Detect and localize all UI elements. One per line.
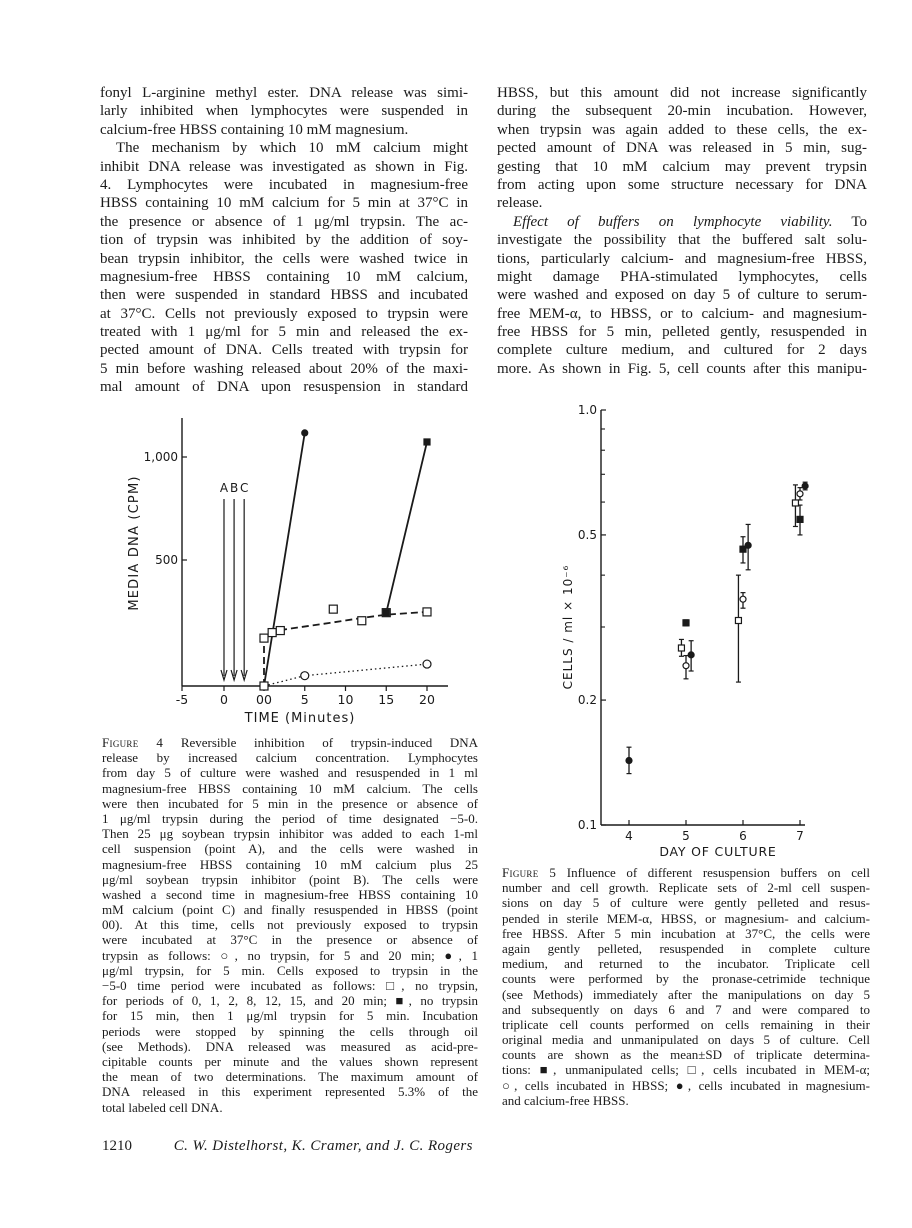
line-text: counts were performed by the pronase-cetrimide technique — [502, 971, 870, 987]
line-text: mal amount of DNA upon resuspension in standard — [100, 379, 468, 396]
event-label: C — [239, 481, 249, 495]
open-square-marker — [792, 500, 798, 506]
caption-line — [102, 1100, 478, 1115]
y-tick-label: 0.5 — [577, 527, 597, 542]
caption-line — [502, 941, 870, 956]
caption-line — [102, 781, 478, 796]
line-text: bean trypsin inhibitor, the cells were washed twice in — [100, 250, 468, 267]
line-text: release. — [497, 195, 543, 212]
line-text: Then 25 μg soybean trypsin inhibitor was added to each 1-ml — [102, 826, 478, 842]
line-text: (see Methods) immediately after the manipulations on day 5 — [502, 986, 870, 1002]
caption-line — [102, 872, 478, 887]
line-text: periods were stopped by spinning the cells through oil — [102, 1023, 478, 1039]
caption-line — [502, 926, 870, 941]
caption-line — [102, 978, 478, 993]
caption-line — [502, 911, 870, 926]
caption-line — [102, 1024, 478, 1039]
caption-line — [502, 1017, 870, 1032]
caption-line — [102, 963, 478, 978]
caption-line — [102, 1008, 478, 1023]
line-text: 00). At this time, cells not previously exposed to trypsin — [102, 917, 478, 933]
section-heading: Effect of buffers on lymphocyte viability. — [513, 213, 833, 230]
caption-line — [102, 735, 478, 750]
y-axis-title: MEDIA DNA (CPM) — [127, 475, 142, 611]
caption-line — [102, 796, 478, 811]
y-tick-label: 0.1 — [577, 818, 597, 832]
line-text: cell suspension (point A), and the cells were washed in — [102, 841, 478, 857]
line-text: were then incubated for 5 min in the presence or absence of — [102, 795, 478, 811]
filled-square-marker — [797, 516, 803, 522]
caption-line — [502, 1002, 870, 1017]
line-text: might damage PHA-stimulated lymphocytes, cells — [497, 268, 867, 285]
caption-line — [502, 987, 870, 1002]
line-text: free HBSS. After 5 min incubation at 37°C, the cells were — [502, 925, 870, 941]
line-text: at 37°C. Cells not previously exposed to trypsin were — [100, 305, 468, 322]
y-tick-label: 1,000 — [143, 450, 178, 464]
x-tick-label: 4 — [625, 829, 633, 843]
filled-circle-marker — [688, 652, 694, 658]
filled-circle-marker — [626, 758, 632, 764]
line-text: and calcium-free HBSS. — [502, 1092, 629, 1108]
x-tick-label: 10 — [337, 692, 354, 707]
line-text: then were suspended in standard HBSS and incubated — [100, 287, 468, 304]
caption-line — [502, 1078, 870, 1093]
page-footer — [102, 1138, 473, 1155]
page-number: 1210 — [102, 1138, 132, 1154]
caption-line — [502, 1047, 870, 1062]
figure-label: Figure 5 — [502, 865, 557, 880]
y-axis-title: CELLS / ml × 10⁻⁶ — [561, 564, 575, 690]
line-text: −5-0 time period were incubated as follows: □, no trypsin, — [102, 978, 478, 993]
y-tick-label: 500 — [155, 553, 178, 567]
line-text: Reversible inhibition of trypsin-induced DNA — [163, 735, 478, 750]
line-text: medium, and returned to the incubator. Triplicate cell — [502, 956, 870, 972]
line-text: tions, particularly calcium- and magnesium-free HBSS, — [497, 250, 867, 267]
caption-line — [102, 902, 478, 917]
line-text: magnesium-free HBSS containing 10 mM calcium, — [100, 268, 468, 285]
x-tick-label: 5 — [682, 829, 690, 843]
caption-line — [102, 917, 478, 932]
line-text: μg/ml trypsin, for 5 min. Cells exposed to trypsin in the — [102, 962, 478, 978]
line-text: The mechanism by which 10 mM calcium might — [116, 140, 468, 157]
line-text: triplicate cell counts performed on cells remaining in their — [502, 1016, 870, 1032]
open-square-marker — [735, 618, 741, 624]
caption-line — [102, 993, 478, 1008]
line-text: sions on day 5 of culture were gently pelleted and resus- — [502, 895, 870, 911]
caption-line — [502, 1032, 870, 1047]
open-circle-marker — [797, 491, 803, 497]
line-text: To — [832, 213, 867, 230]
line-text: the mean of two determinations. The maximum amount of — [102, 1069, 478, 1085]
caption-line — [502, 865, 870, 880]
line-text: more. As shown in Fig. 5, cell counts after this manipu- — [497, 360, 867, 377]
line-text: cipitable counts per minute and the values shown represent — [102, 1053, 478, 1069]
x-tick-label: 7 — [796, 829, 804, 843]
line-text: again gently pelleted, resuspended in complete culture — [502, 940, 870, 956]
line-text: and subsequently on days 6 and 7 and were compared to — [502, 1001, 870, 1017]
line-text: HBSS, but this amount did not increase significantly — [497, 85, 867, 101]
line-text: for periods of 0, 1, 2, 8, 12, 15, and 20 min; ■, no trypsin — [102, 993, 478, 1009]
line-text: μg/ml soybean trypsin inhibitor (point B). The cells were — [102, 871, 478, 887]
line-text: Influence of different resuspension buffers on cell — [556, 865, 870, 880]
caption-line — [502, 971, 870, 986]
line-text: 4. Lymphocytes were incubated in magnesium-free — [100, 176, 468, 193]
line-text: during the subsequent 20-min incubation. However, — [497, 103, 867, 120]
filled-square-marker — [683, 620, 689, 626]
figure-5-caption — [502, 865, 870, 1108]
line-text: tions: ■, unmanipulated cells; □, cells incubated in MEM-α; — [502, 1062, 870, 1078]
line-text: for 15 min, then 1 μg/ml trypsin for 5 min. Incubation — [102, 1008, 478, 1024]
caption-line — [102, 826, 478, 841]
line-text: ○, cells incubated in HBSS; ●, cells incubated in magnesium- — [502, 1077, 870, 1093]
line-text: inhibit DNA release was investigated as shown in Fig. — [100, 158, 468, 175]
x-tick-label: 00 — [256, 692, 272, 707]
x-tick-label: 5 — [300, 692, 309, 707]
line-text: DNA released in this experiment represented 5.3% of the — [102, 1084, 478, 1100]
open-square-marker — [678, 645, 684, 651]
caption-line — [102, 932, 478, 947]
caption-line — [102, 811, 478, 826]
figure-label: Figure 4 — [102, 735, 164, 750]
line-text: fonyl L-arginine methyl ester. DNA release was simi- — [100, 85, 468, 101]
line-text: number and cell growth. Replicate sets of 2-ml cell suspen- — [502, 880, 870, 896]
line-text: HBSS containing 10 mM calcium for 5 min at 37°C in — [100, 195, 468, 212]
line-text: total labeled cell DNA. — [102, 1099, 223, 1115]
line-text: treated with 1 μg/ml for 5 min and released the ex- — [100, 324, 468, 341]
caption-line — [102, 1054, 478, 1069]
running-authors: C. W. Distelhorst, K. Cramer, and J. C. Rogers — [173, 1138, 473, 1154]
line-text: from day 5 of culture were washed and resuspended in 1 ml — [102, 765, 478, 781]
x-axis-title: TIME (Minutes) — [244, 711, 356, 726]
line-text: free HBSS for 5 min, pelleted gently, resuspended in — [497, 324, 867, 341]
line-text: gesting that 10 mM calcium may prevent trypsin — [497, 158, 867, 175]
line-text: magnesium-free HBSS containing 10 mM calcium. The cells — [102, 780, 478, 796]
x-tick-label: 15 — [378, 692, 395, 707]
line-text: original media and unmanipulated on days 5 of culture. Cell — [502, 1032, 870, 1048]
line-text: pected amount of DNA was released in 5 min, sug- — [497, 140, 867, 157]
line-text: calcium-free HBSS containing 10 mM magnesium. — [100, 121, 409, 138]
caption-line — [502, 895, 870, 910]
line-text: (see Methods). DNA released was measured as acid-pre- — [102, 1038, 478, 1054]
line-text: magnesium-free HBSS containing 10 mM calcium plus 25 — [102, 856, 478, 872]
line-text: from acting upon some structure necessary for DNA — [497, 176, 867, 193]
caption-line — [502, 956, 870, 971]
line-text: counts are shown as the mean±SD of triplicate determina- — [502, 1047, 870, 1063]
x-tick-label: -5 — [175, 692, 189, 707]
open-circle-marker — [683, 663, 689, 669]
x-axis-title: DAY OF CULTURE — [659, 844, 777, 859]
line-text: were incubated at 37°C in the presence or absence of — [102, 932, 478, 948]
caption-line — [502, 880, 870, 895]
figure-4-caption — [102, 735, 478, 1115]
caption-line — [102, 948, 478, 963]
caption-line — [102, 1039, 478, 1054]
line-text: the presence or absence of 1 μg/ml trypsin. The ac- — [100, 213, 468, 230]
caption-line — [502, 1062, 870, 1077]
x-tick-label: 6 — [739, 829, 747, 843]
line-text: mM calcium (point C) and finally resuspended in HBSS (point — [102, 902, 478, 918]
caption-line — [102, 841, 478, 856]
line-text: release by increased calcium concentration. Lymphocytes — [102, 750, 478, 766]
event-label: B — [229, 481, 239, 495]
line-text: pended in sterile MEM-α, HBSS, or magnesium- and calcium- — [502, 910, 870, 926]
line-text: 5 min before washing released about 20% of the maxi- — [100, 360, 468, 377]
line-text: washed a second time in magnesium-free HBSS containing 10 — [102, 886, 478, 902]
line-text: tion of trypsin was inhibited by the addition of soy- — [100, 232, 468, 249]
event-label: A — [219, 481, 229, 495]
line-text: investigate the possibility that the buffered salt solu- — [497, 232, 867, 249]
line-text: 1 μg/ml trypsin during the period of time designated −5-0. — [102, 810, 478, 826]
caption-line — [102, 1069, 478, 1084]
line-text: when trypsin was again added to these cells, the ex- — [497, 121, 867, 138]
caption-line — [502, 1093, 870, 1108]
x-tick-label: 20 — [419, 692, 435, 707]
line-text: complete culture medium, and cultured for 2 days — [497, 342, 867, 359]
y-tick-label: 1.0 — [577, 403, 597, 417]
filled-circle-marker — [802, 483, 808, 489]
line-text: were washed and exposed on day 5 of culture to serum- — [497, 287, 867, 304]
caption-line — [102, 750, 478, 765]
open-circle-marker — [740, 596, 746, 602]
caption-line — [102, 857, 478, 872]
caption-line — [102, 887, 478, 902]
line-text: free MEM-α, to HBSS, or to calcium- and magnesium- — [497, 305, 867, 322]
y-tick-label: 0.2 — [577, 693, 597, 708]
line-text: larly inhibited when lymphocytes were suspended in — [100, 103, 468, 120]
filled-circle-marker — [745, 542, 751, 548]
line-text: trypsin as follows: ○, no trypsin, for 5 and 20 min; ●, 1 — [102, 947, 478, 963]
line-text: pected amount of DNA. Cells treated with trypsin for — [100, 342, 468, 359]
x-tick-label: 0 — [220, 692, 228, 707]
caption-line — [102, 765, 478, 780]
caption-line — [102, 1084, 478, 1099]
